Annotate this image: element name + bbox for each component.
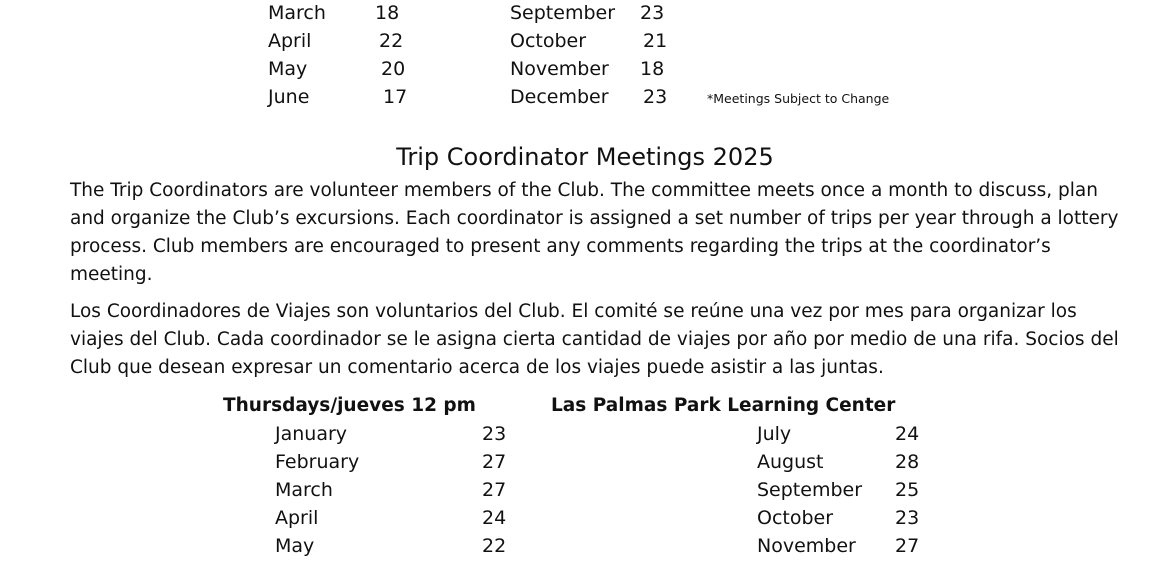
meeting-right-day: 25 xyxy=(895,479,920,501)
top-left-day: 17 xyxy=(383,86,408,108)
meeting-left-day: 24 xyxy=(482,507,507,529)
meeting-right-month: July xyxy=(757,423,792,445)
meeting-left-month: April xyxy=(275,507,319,529)
meeting-right-month: October xyxy=(757,507,834,529)
meeting-right-month: August xyxy=(757,451,824,473)
section-title: Trip Coordinator Meetings 2025 xyxy=(396,143,774,171)
top-left-month: May xyxy=(268,58,308,80)
top-left-month: April xyxy=(268,30,312,52)
top-right-day: 18 xyxy=(640,58,665,80)
meeting-right-day: 28 xyxy=(895,451,920,473)
top-right-day: 23 xyxy=(640,2,665,24)
top-left-month: June xyxy=(268,86,310,108)
schedule-note: *Meetings Subject to Change xyxy=(707,91,890,106)
meeting-time-label: Thursdays/jueves 12 pm xyxy=(223,395,476,416)
paragraph-english: The Trip Coordinators are volunteer members of the Club. The committee meets once a month to discuss, plan and organize the Club’s excursions. Each coordinator is assigned a set number of trips per year through a lottery process. Club members are encouraged to present any comments regarding the trips at the coordinator’s meeting. xyxy=(70,180,1119,285)
top-right-month: October xyxy=(510,30,587,52)
meeting-left-month: January xyxy=(275,423,348,445)
top-right-month: December xyxy=(510,86,609,108)
meeting-left-month: May xyxy=(275,535,315,557)
meeting-right-month: November xyxy=(757,535,856,557)
meeting-left-day: 22 xyxy=(482,535,507,557)
meeting-left-day: 27 xyxy=(482,479,507,501)
meeting-right-day: 23 xyxy=(895,507,920,529)
meeting-left-month: March xyxy=(275,479,333,501)
top-left-day: 20 xyxy=(381,58,406,80)
meeting-location-label: Las Palmas Park Learning Center xyxy=(551,395,896,416)
meeting-left-day: 23 xyxy=(482,423,507,445)
paragraph-spanish: Los Coordinadores de Viajes son voluntarios del Club. El comité se reúne una vez por mes para organizar los viajes del Club. Cada coordinador se le asigna cierta cantidad de viajes por año por medio de una rifa. Socios del Club que desean expresar un comentario acerca de los viajes puede asistir a las juntas. xyxy=(70,301,1119,378)
top-right-day: 23 xyxy=(643,86,668,108)
top-right-day: 21 xyxy=(643,30,668,52)
meeting-right-day: 24 xyxy=(895,423,920,445)
top-right-month: November xyxy=(510,58,609,80)
top-left-month: March xyxy=(268,2,326,24)
meeting-left-month: February xyxy=(275,451,360,473)
top-left-day: 22 xyxy=(379,30,404,52)
meeting-right-day: 27 xyxy=(895,535,920,557)
meeting-left-day: 27 xyxy=(482,451,507,473)
meeting-right-month: September xyxy=(757,479,863,501)
top-right-month: September xyxy=(510,2,616,24)
top-left-day: 18 xyxy=(375,2,400,24)
